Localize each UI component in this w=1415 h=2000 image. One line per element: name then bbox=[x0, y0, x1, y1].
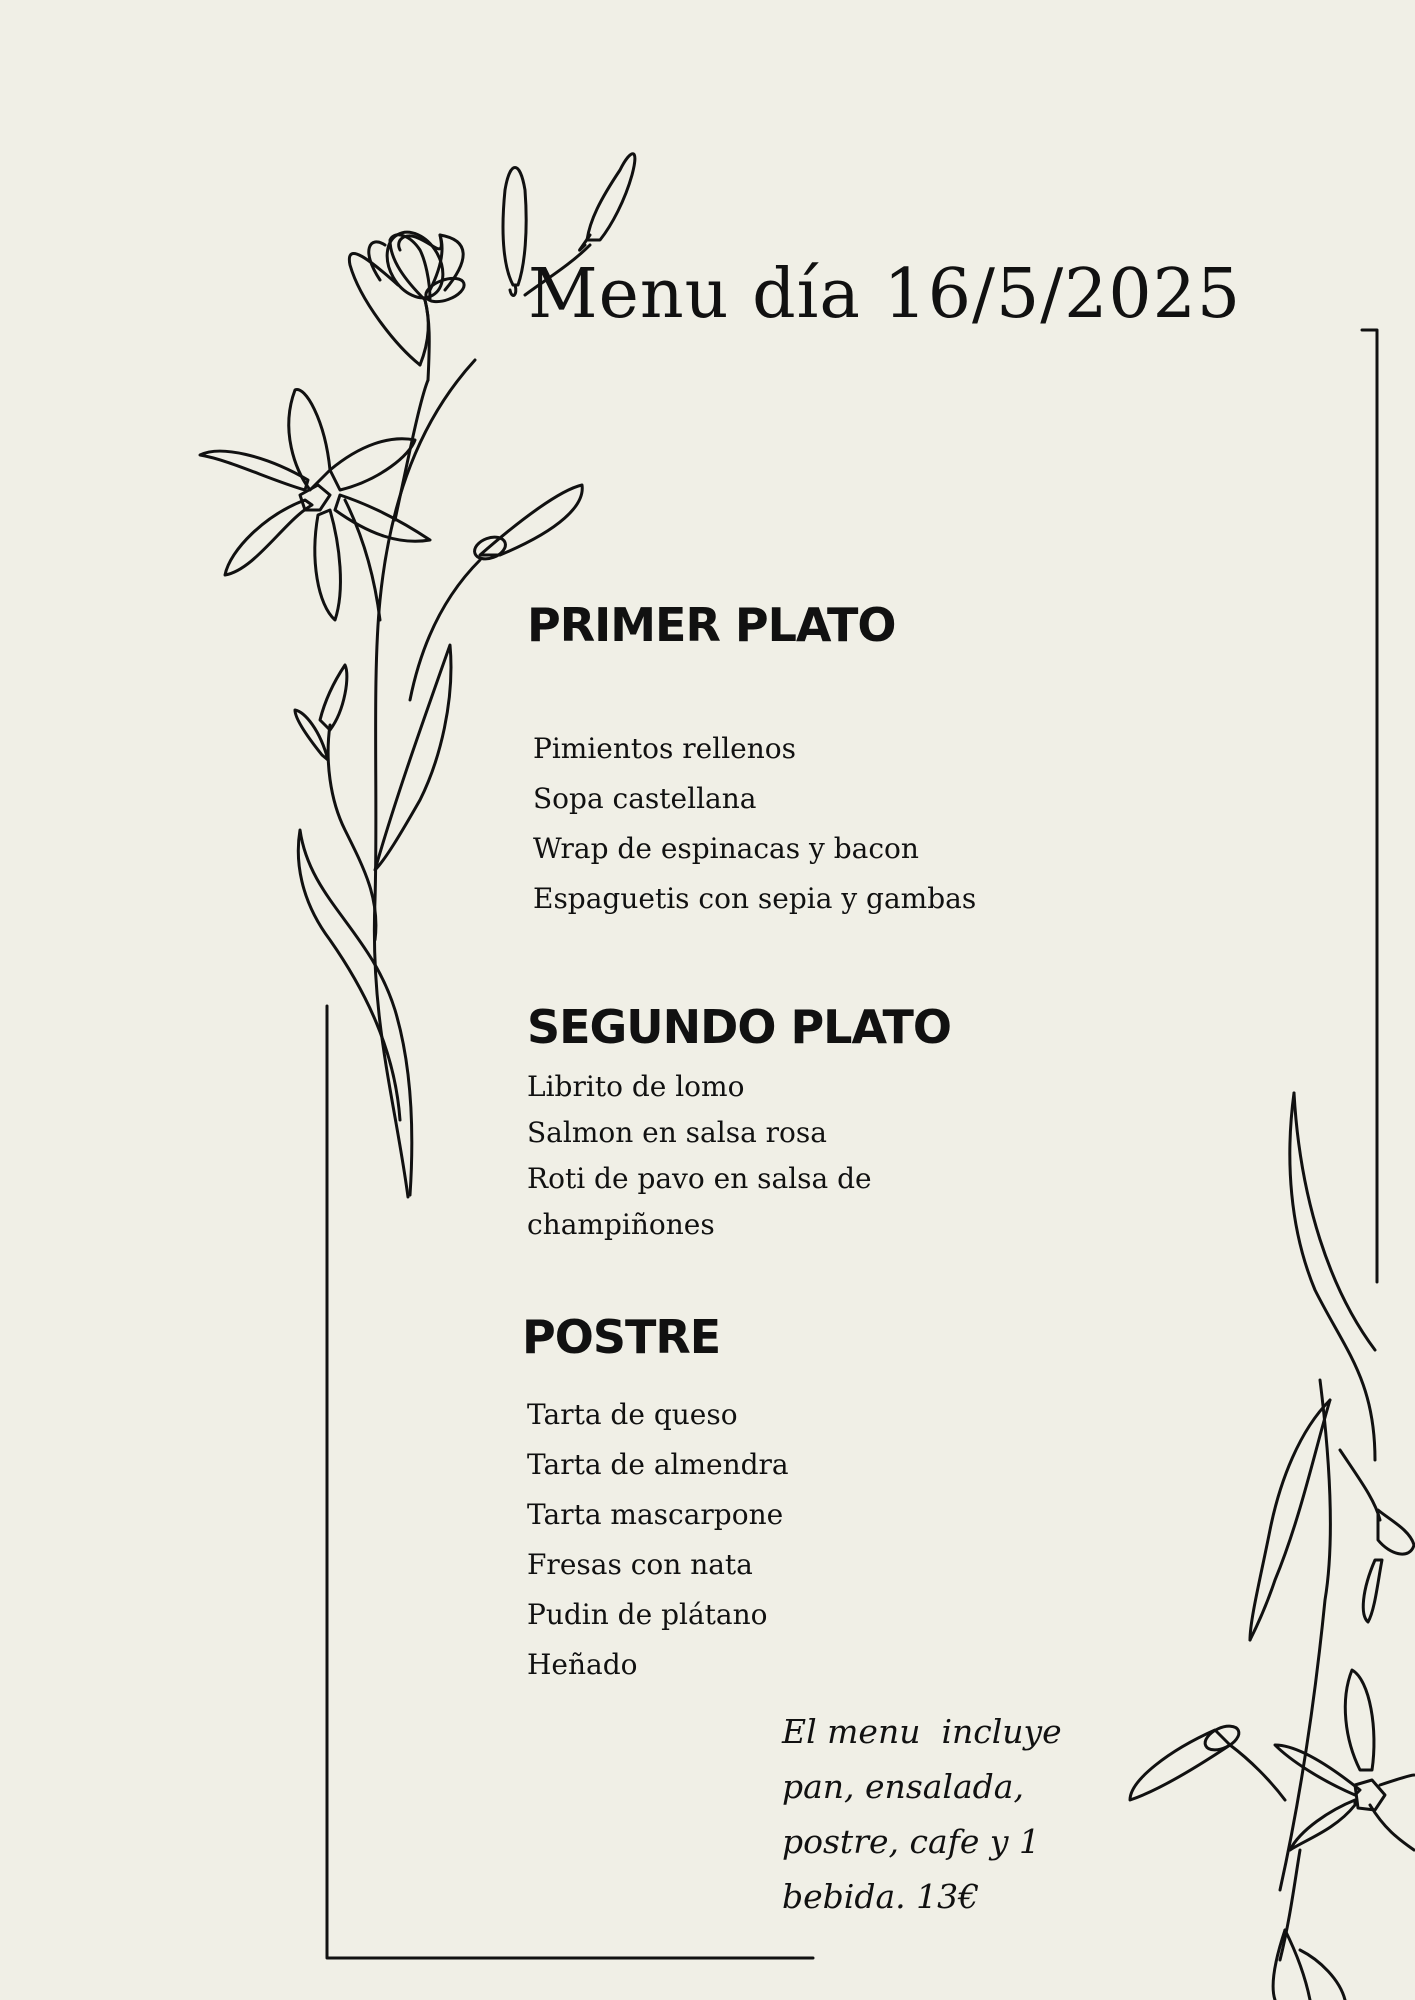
list-item: Espaguetis con sepia y gambas bbox=[533, 882, 977, 915]
section-heading-primer-plato: PRIMER PLATO bbox=[527, 598, 896, 652]
list-item: champiñones bbox=[527, 1208, 715, 1241]
note-line: pan, ensalada, bbox=[782, 1767, 1024, 1806]
list-item: Roti de pavo en salsa de bbox=[527, 1162, 872, 1195]
list-item: Tarta de queso bbox=[527, 1398, 738, 1431]
note-line: postre, cafe y 1 bbox=[782, 1822, 1040, 1861]
list-item: Tarta de almendra bbox=[527, 1448, 789, 1481]
flower-branch-bottom-right-icon bbox=[1130, 1093, 1414, 2000]
list-item: Salmon en salsa rosa bbox=[527, 1116, 827, 1149]
section-heading-postre: POSTRE bbox=[522, 1310, 721, 1364]
list-item: Fresas con nata bbox=[527, 1548, 753, 1581]
list-item: Pudin de plátano bbox=[527, 1598, 768, 1631]
primer-plato-list bbox=[533, 724, 976, 924]
note-line: El menu incluye bbox=[782, 1712, 1062, 1751]
section-heading-segundo-plato: SEGUNDO PLATO bbox=[527, 1000, 951, 1054]
list-item: Sopa castellana bbox=[533, 782, 757, 815]
postre-list bbox=[527, 1390, 789, 1690]
list-item: Pimientos rellenos bbox=[533, 732, 796, 765]
menu-includes-note bbox=[782, 1704, 1082, 1924]
menu-title: Menu día 16/5/2025 bbox=[528, 255, 1242, 334]
list-item: Librito de lomo bbox=[527, 1070, 745, 1103]
segundo-plato-list bbox=[527, 1064, 872, 1248]
note-line: bebida. 13€ bbox=[782, 1877, 980, 1916]
list-item: Wrap de espinacas y bacon bbox=[533, 832, 919, 865]
list-item: Heñado bbox=[527, 1648, 638, 1681]
list-item: Tarta mascarpone bbox=[527, 1498, 784, 1531]
